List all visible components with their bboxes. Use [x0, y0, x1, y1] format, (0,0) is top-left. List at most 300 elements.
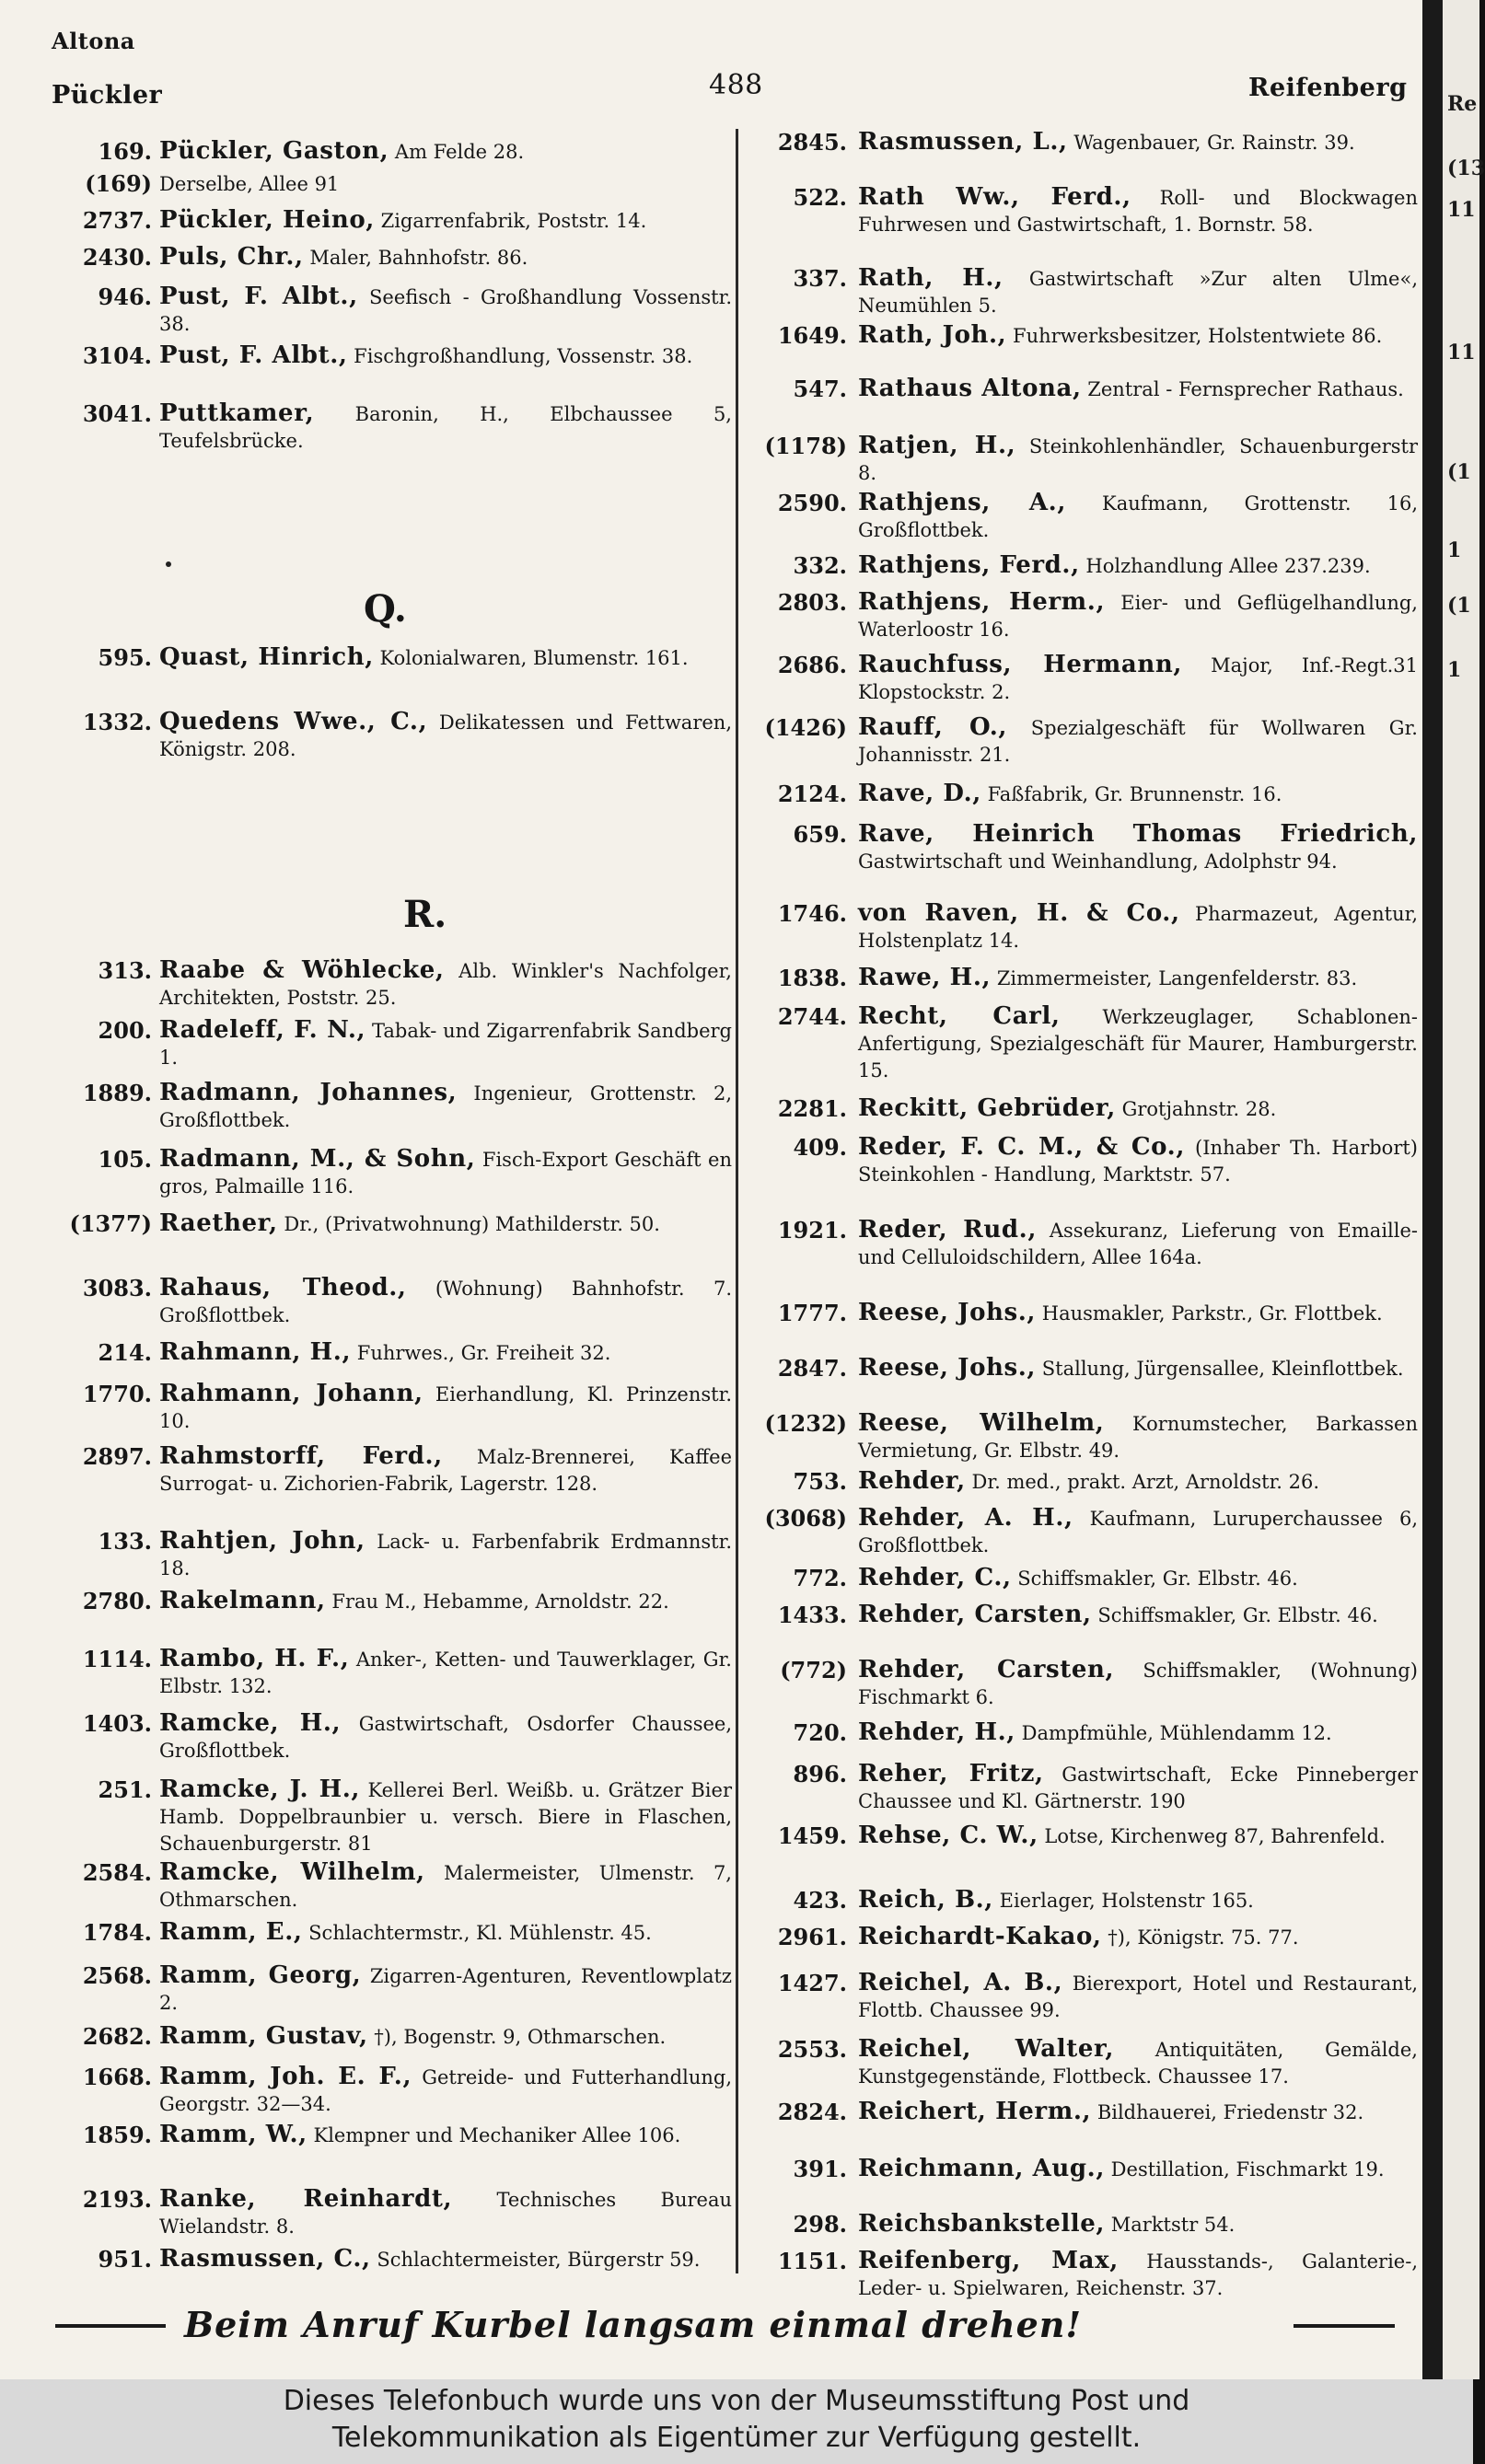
phone-number: 2737. [82, 207, 152, 234]
subscriber-details: Lack- u. Farbenfabrik Erdmannstr. 18. [159, 1531, 733, 1579]
entry-body [159, 1275, 732, 1329]
subscriber-name: Rasmussen, C., [159, 2245, 371, 2273]
subscriber-details: Klempner und Mechaniker Allee 106. [307, 2124, 681, 2146]
subscriber-details: Malermeister, Ulmenstr. 7, Othmarschen. [159, 1862, 732, 1911]
subscriber-name: Rath, Joh., [858, 321, 1007, 349]
phone-number: 1784. [82, 1919, 152, 1946]
phone-number: 2682. [82, 2023, 152, 2050]
directory-entry [755, 2099, 1418, 2126]
phone-number: 2897. [82, 1443, 152, 1470]
directory-entry [755, 1761, 1418, 1815]
subscriber-details: Bierexport, Hotel und Restaurant, Flottb. Chaussee 99. [858, 1972, 1419, 2021]
entry-body [858, 652, 1418, 706]
subscriber-name: Rawe, H., [858, 964, 992, 991]
subscriber-name: Rahaus, Theod., [159, 1274, 407, 1301]
phone-number: 2553. [777, 2036, 847, 2063]
subscriber-name: Rakelmann, [159, 1587, 326, 1614]
subscriber-details: Kornumstecher, Barkassen Vermietung, Gr. Elbstr. 49. [858, 1413, 1418, 1462]
entry-body [858, 322, 1418, 350]
phone-number: 3104. [82, 342, 152, 369]
subscriber-details: Gastwirtschaft, Ecke Pinneberger Chaussee und Kl. Gärtnerstr. 190 [858, 1764, 1418, 1812]
entry-body [858, 965, 1418, 992]
subscriber-details: Schlachtermstr., Kl. Mühlenstr. 45. [302, 1922, 652, 1944]
phone-number: 659. [793, 821, 847, 848]
subscriber-details: Antiquitäten, Gemälde, Kunstgegenstände, Flottbeck. Chaussee 17. [858, 2039, 1418, 2088]
subscriber-name: Rahmann, Johann, [159, 1380, 423, 1407]
directory-entry [755, 1822, 1418, 1850]
directory-entry [755, 2211, 1418, 2238]
entry-body [858, 2248, 1418, 2302]
directory-entry [755, 781, 1418, 808]
directory-entry [755, 2036, 1418, 2090]
entry-body [858, 1134, 1418, 1188]
entry-body [159, 170, 732, 198]
phone-number: (3068) [764, 1505, 847, 1532]
edge-text: Re [1447, 92, 1478, 116]
subscriber-name: Reese, Johs., [858, 1354, 1037, 1382]
subscriber-name: von Raven, H. & Co., [858, 899, 1180, 927]
entry-body [159, 1080, 732, 1134]
subscriber-name: Rath Ww., Ferd., [858, 183, 1131, 211]
entry-body [159, 1776, 732, 1857]
subscriber-name: Reder, F. C. M., & Co., [858, 1133, 1185, 1161]
directory-entry [755, 589, 1418, 643]
directory-entry [755, 821, 1418, 875]
entry-body [858, 1924, 1418, 1951]
column-divider [736, 129, 738, 2273]
directory-entry [51, 170, 732, 198]
subscriber-name: Reifenberg, Max, [858, 2247, 1119, 2274]
subscriber-name: Reder, Rud., [858, 1216, 1037, 1244]
directory-entry [755, 1924, 1418, 1951]
subscriber-name: Rehder, Carsten, [858, 1601, 1092, 1628]
directory-entry [51, 644, 732, 672]
phone-number: 1332. [82, 709, 152, 735]
subscriber-details: (Inhaber Th. Harbort) Steinkohlen - Handlung, Marktstr. 57. [858, 1137, 1418, 1186]
subscriber-details: Dr., (Privatwohnung) Mathilderstr. 50. [277, 1213, 660, 1235]
header-city: Altona [52, 28, 135, 54]
subscriber-name: Rauff, O., [858, 713, 1008, 741]
subscriber-name: Reichardt-Kakao, [858, 1923, 1102, 1950]
subscriber-name: Reher, Fritz, [858, 1760, 1044, 1787]
subscriber-name: Ramm, Gustav, [159, 2022, 368, 2050]
subscriber-name: Rave, D., [858, 780, 981, 807]
entry-body [858, 129, 1418, 156]
subscriber-details: Hausstands-, Galanterie-, Leder- u. Spielwaren, Reichenstr. 37. [858, 2250, 1418, 2299]
directory-entry [51, 1646, 732, 1700]
entry-body [858, 1095, 1418, 1123]
subscriber-details: (Wohnung) Bahnhofstr. 7. Großflottbek. [159, 1278, 732, 1326]
phone-number: 3083. [82, 1275, 152, 1301]
directory-entry [51, 342, 732, 370]
phone-number: 2193. [82, 2186, 152, 2213]
phone-number: 2124. [777, 781, 847, 807]
ownership-banner [0, 2379, 1473, 2464]
entry-body [159, 2064, 732, 2118]
entry-body [858, 1565, 1418, 1592]
subscriber-details: Spezialgeschäft für Wollwaren Gr. Johannisstr. 21. [858, 717, 1418, 766]
directory-entry [51, 1528, 732, 1582]
directory-entry [51, 1588, 732, 1615]
entry-body [159, 207, 732, 235]
phone-number: 2824. [777, 2099, 847, 2125]
entry-body [159, 138, 732, 166]
subscriber-name: Ramcke, H., [159, 1709, 342, 1737]
subscriber-details: †), Königstr. 75. 77. [1101, 1926, 1299, 1949]
entry-body [159, 1381, 732, 1435]
subscriber-details: Roll- und Blockwagen Fuhrwesen und Gastwirtschaft, 1. Bornstr. 58. [858, 187, 1418, 236]
entry-body [858, 265, 1418, 319]
phone-number: 951. [98, 2246, 152, 2273]
entry-body [858, 1355, 1418, 1382]
subscriber-name: Rehder, H., [858, 1718, 1015, 1746]
subscriber-details: Fuhrwerksbesitzer, Holstentwiete 86. [1006, 325, 1383, 347]
subscriber-details: Hausmakler, Parkstr., Gr. Flottbek. [1036, 1302, 1383, 1325]
directory-entry [755, 2248, 1418, 2302]
subscriber-name: Rath, H., [858, 264, 1004, 292]
subscriber-details: Kolonialwaren, Blumenstr. 161. [373, 647, 689, 669]
phone-number: 1433. [777, 1602, 847, 1628]
edge-text: (1 [1447, 460, 1471, 484]
phone-number: 753. [793, 1468, 847, 1495]
phone-number: 313. [98, 957, 152, 984]
directory-entry [51, 1146, 732, 1200]
banner-line-1: Dieses Telefonbuch wurde uns von der Museumsstiftung Post und [283, 2385, 1190, 2417]
phone-number: 2780. [82, 1588, 152, 1614]
phone-number: 169. [98, 138, 152, 165]
edge-text: (1 [1447, 594, 1471, 618]
subscriber-details: Lotse, Kirchenweg 87, Bahrenfeld. [1038, 1825, 1386, 1847]
phone-number: 522. [793, 184, 847, 211]
subscriber-name: Reckitt, Gebrüder, [858, 1094, 1116, 1122]
print-speck [166, 561, 171, 567]
directory-entry [755, 129, 1418, 156]
entry-body [159, 2122, 732, 2149]
directory-entry [51, 1210, 732, 1238]
phone-number: 2803. [777, 589, 847, 616]
entry-body [858, 552, 1418, 580]
subscriber-name: Pückler, Gaston, [159, 137, 389, 165]
entry-body [858, 1602, 1418, 1629]
phone-number: 2847. [777, 1355, 847, 1382]
phone-number: 337. [793, 265, 847, 292]
directory-entry [755, 1095, 1418, 1123]
adjacent-page-edge [1422, 0, 1485, 2379]
subscriber-name: Pust, F. Albt., [159, 341, 348, 369]
entry-body [159, 1646, 732, 1700]
entry-body [159, 957, 732, 1012]
edge-text: 1 [1447, 658, 1462, 682]
header-last-entry: Reifenberg [1248, 74, 1408, 102]
directory-entry [755, 1887, 1418, 1915]
phone-number: 1777. [777, 1300, 847, 1326]
subscriber-details: Anker-, Ketten- und Tauwerklager, Gr. Elbstr. 132. [159, 1648, 732, 1697]
phone-number: 214. [98, 1339, 152, 1366]
entry-body [159, 2023, 732, 2051]
directory-entry [755, 184, 1418, 238]
entry-body [858, 1970, 1418, 2024]
subscriber-name: Rave, Heinrich Thomas Friedrich, [858, 820, 1418, 848]
subscriber-name: Quedens Wwe., C., [159, 708, 428, 735]
entry-body [159, 1339, 732, 1367]
directory-entry [755, 714, 1418, 769]
entry-body [858, 2036, 1418, 2090]
subscriber-details: Gastwirtschaft und Weinhandlung, Adolphstr 94. [858, 850, 1338, 873]
directory-entry [755, 1217, 1418, 1271]
entry-body [159, 283, 732, 338]
entry-body [159, 2186, 732, 2240]
subscriber-name: Reichel, Walter, [858, 2035, 1115, 2063]
directory-entry [51, 1962, 732, 2017]
subscriber-details: Baronin, H., Elbchaussee 5, Teufelsbrücke. [159, 403, 732, 452]
subscriber-name: Reichel, A. B., [858, 1969, 1063, 1996]
phone-number: 423. [793, 1887, 847, 1914]
directory-entry [51, 1339, 732, 1367]
subscriber-name: Radmann, Johannes, [159, 1079, 458, 1106]
directory-entry [755, 1505, 1418, 1559]
directory-entry [51, 709, 732, 763]
section-letter-q: Q. [364, 587, 407, 630]
phone-number: 3041. [82, 400, 152, 427]
subscriber-name: Rathjens, Ferd., [858, 551, 1080, 579]
subscriber-details: Gastwirtschaft »Zur alten Ulme«, Neumühlen 5. [858, 268, 1419, 317]
entry-body [159, 1859, 732, 1914]
subscriber-details: Eier- und Geflügelhandlung, Waterloostr 16. [858, 592, 1418, 641]
entry-body [159, 2246, 732, 2273]
directory-entry [755, 1970, 1418, 2024]
phone-number: (1377) [69, 1210, 152, 1237]
subscriber-name: Puttkamer, [159, 399, 315, 427]
entry-body [159, 342, 732, 370]
directory-entry [51, 2122, 732, 2149]
directory-entry [755, 552, 1418, 580]
phone-number: 1668. [82, 2064, 152, 2090]
subscriber-details: Eierlager, Holstenstr 165. [992, 1890, 1254, 1912]
entry-body [159, 1210, 732, 1238]
subscriber-name: Rehder, Carsten, [858, 1656, 1115, 1683]
subscriber-details: Kaufmann, Grottenstr. 16, Großflottbek. [858, 492, 1419, 541]
phone-number: 1427. [777, 1970, 847, 1996]
subscriber-details: Steinkohlenhändler, Schauenburgerstr 8. [858, 435, 1418, 484]
entry-body [159, 1962, 732, 2017]
edge-text: (13 [1447, 156, 1485, 180]
directory-entry [51, 244, 732, 272]
entry-body [858, 900, 1418, 954]
subscriber-details: Faßfabrik, Gr. Brunnenstr. 16. [980, 783, 1282, 805]
directory-entry [755, 265, 1418, 319]
directory-entry [755, 900, 1418, 954]
motto-rule-right [1294, 2324, 1395, 2328]
page-number: 488 [709, 69, 763, 101]
subscriber-details: Eierhandlung, Kl. Prinzenstr. 10. [159, 1383, 732, 1432]
phone-number: (1232) [764, 1410, 847, 1437]
directory-entry [755, 1134, 1418, 1188]
phone-number: 1459. [777, 1822, 847, 1849]
subscriber-name: Ramm, E., [159, 1918, 303, 1946]
directory-entry [755, 1657, 1418, 1711]
subscriber-name: Reese, Johs., [858, 1299, 1037, 1326]
subscriber-details: Am Felde 28. [389, 141, 525, 163]
directory-entry [755, 652, 1418, 706]
subscriber-details: Maler, Bahnhofstr. 86. [303, 247, 528, 269]
subscriber-name: Rehder, A. H., [858, 1504, 1073, 1532]
header-first-entry: Pückler [52, 81, 163, 110]
directory-entry [755, 1565, 1418, 1592]
subscriber-name: Rathjens, A., [858, 489, 1066, 516]
phone-number: 133. [98, 1528, 152, 1555]
phone-number: 1649. [777, 322, 847, 349]
directory-entry [755, 2156, 1418, 2183]
directory-entry [51, 1381, 732, 1435]
directory-entry [755, 965, 1418, 992]
phone-number: 2686. [777, 652, 847, 678]
subscriber-name: Ranke, Reinhardt, [159, 2185, 453, 2213]
entry-body [858, 1761, 1418, 1815]
entry-body [858, 1822, 1418, 1850]
entry-body [159, 1710, 732, 1764]
subscriber-name: Recht, Carl, [858, 1002, 1061, 1030]
subscriber-details: Zigarren-Agenturen, Reventlowplatz 2. [159, 1965, 732, 2014]
edge-text: 11 [1447, 198, 1476, 222]
entry-body [858, 490, 1418, 544]
directory-entry [51, 1710, 732, 1764]
subscriber-details: Fuhrwes., Gr. Freiheit 32. [351, 1342, 611, 1364]
motto-rule-left [55, 2324, 166, 2328]
subscriber-details: Wagenbauer, Gr. Rainstr. 39. [1067, 132, 1355, 154]
phone-number: 1114. [82, 1646, 152, 1672]
entry-body [159, 1146, 732, 1200]
subscriber-details: Schiffsmakler, (Wohnung) Fischmarkt 6. [858, 1660, 1418, 1708]
subscriber-details: Destillation, Fischmarkt 19. [1105, 2158, 1385, 2181]
phone-number: 200. [98, 1017, 152, 1044]
subscriber-name: Puls, Chr., [159, 243, 304, 271]
subscriber-details: Seefisch - Großhandlung Vossenstr. 38. [159, 286, 733, 335]
phone-number: 1838. [777, 965, 847, 991]
subscriber-name: Raether, [159, 1209, 278, 1237]
subscriber-details: Gastwirtschaft, Osdorfer Chaussee, Großflottbek. [159, 1713, 732, 1762]
directory-entry [51, 207, 732, 235]
entry-body [858, 1657, 1418, 1711]
subscriber-name: Rahtjen, John, [159, 1527, 365, 1555]
directory-entry [51, 2186, 732, 2240]
directory-entry [51, 957, 732, 1012]
subscriber-details: Zentral - Fernsprecher Rathaus. [1081, 378, 1404, 400]
subscriber-details: Holzhandlung Allee 237.239. [1079, 555, 1371, 577]
directory-entry [51, 1017, 732, 1071]
phone-number: 1151. [777, 2248, 847, 2274]
entry-body [159, 400, 732, 455]
phone-number: 332. [793, 552, 847, 579]
phone-number: (169) [85, 170, 152, 197]
entry-body [858, 1003, 1418, 1084]
subscriber-name: Ramm, Georg, [159, 1961, 362, 1989]
phone-number: 2744. [777, 1003, 847, 1030]
subscriber-name: Radmann, M., & Sohn, [159, 1145, 476, 1173]
subscriber-details: Kellerei Berl. Weißb. u. Grätzer Bier Hamb. Doppelbraunbier u. versch. Biere in Flaschen, Schauenburgerstr. 81 [159, 1779, 732, 1855]
subscriber-details: Frau M., Hebamme, Arnoldstr. 22. [325, 1591, 669, 1613]
subscriber-name: Ratjen, H., [858, 432, 1016, 459]
directory-entry [51, 400, 732, 455]
directory-entry [755, 322, 1418, 350]
subscriber-name: Pust, F. Albt., [159, 283, 358, 310]
phone-number: 2584. [82, 1859, 152, 1886]
subscriber-name: Rathaus Altona, [858, 375, 1082, 402]
directory-entry [51, 1080, 732, 1134]
subscriber-details: Marktstr 54. [1105, 2214, 1236, 2236]
subscriber-name: Rasmussen, L., [858, 128, 1068, 156]
entry-body [858, 433, 1418, 487]
entry-body [858, 1468, 1418, 1496]
subscriber-name: Rahmstorff, Ferd., [159, 1442, 443, 1470]
directory-entry [51, 1443, 732, 1498]
entry-body [858, 2099, 1418, 2126]
subscriber-details: Fisch-Export Geschäft en gros, Palmaille 116. [159, 1149, 732, 1197]
subscriber-name: Quast, Hinrich, [159, 643, 374, 671]
subscriber-name: Ramm, Joh. E. F., [159, 2063, 412, 2090]
directory-entry [755, 490, 1418, 544]
phone-number: 720. [793, 1719, 847, 1746]
subscriber-details: Major, Inf.-Regt.31 Klopstockstr. 2. [858, 654, 1418, 703]
subscriber-name: Rathjens, Herm., [858, 588, 1106, 616]
subscriber-name: Rauchfuss, Hermann, [858, 651, 1183, 678]
subscriber-name: Pückler, Heino, [159, 206, 375, 234]
entry-body [858, 714, 1418, 769]
phone-number: 946. [98, 283, 152, 310]
directory-entry [51, 2064, 732, 2118]
subscriber-details: Alb. Winkler's Nachfolger, Architekten, Poststr. 25. [159, 960, 732, 1009]
subscriber-name: Ramm, W., [159, 2121, 307, 2148]
subscriber-name: Rahmann, H., [159, 1338, 352, 1366]
directory-entry [51, 1776, 732, 1857]
directory-entry [755, 1300, 1418, 1327]
phone-number: 595. [98, 644, 152, 671]
directory-entry [51, 138, 732, 166]
directory-entry [51, 2023, 732, 2051]
directory-entry [755, 376, 1418, 403]
phone-number: 298. [793, 2211, 847, 2238]
subscriber-name: Reichert, Herm., [858, 2098, 1092, 2125]
entry-body [159, 1588, 732, 1615]
subscriber-details: Dr. med., prakt. Arzt, Arnoldstr. 26. [965, 1471, 1320, 1493]
subscriber-details: Delikatessen und Fettwaren, Königstr. 208. [159, 711, 732, 760]
directory-entry [755, 1602, 1418, 1629]
phone-number: 772. [793, 1565, 847, 1591]
entry-body [858, 2211, 1418, 2238]
entry-body [858, 589, 1418, 643]
phone-number: 409. [793, 1134, 847, 1161]
entry-body [159, 1919, 732, 1947]
directory-entry [755, 1719, 1418, 1747]
directory-entry [755, 1468, 1418, 1496]
subscriber-details: Malz-Brennerei, Kaffee Surrogat- u. Zichorien-Fabrik, Lagerstr. 128. [159, 1446, 733, 1495]
subscriber-details: Dampfmühle, Mühlendamm 12. [1015, 1722, 1332, 1744]
subscriber-name: Raabe & Wöhlecke, [159, 956, 445, 984]
entry-body [858, 1887, 1418, 1915]
entry-body [858, 821, 1418, 875]
subscriber-name: Ramcke, Wilhelm, [159, 1858, 425, 1886]
banner-line-2: Telekommunikation als Eigentümer zur Verfügung gestellt. [331, 2422, 1142, 2454]
subscriber-details: †), Bogenstr. 9, Othmarschen. [367, 2026, 667, 2048]
entry-body [858, 376, 1418, 403]
phone-number: 1403. [82, 1710, 152, 1737]
subscriber-details: Zimmermeister, Langenfelderstr. 83. [991, 967, 1358, 989]
subscriber-details: Werkzeuglager, Schablonen-Anfertigung, Spezialgeschäft für Maurer, Hamburgerstr. 15. [858, 1006, 1418, 1082]
entry-body [858, 781, 1418, 808]
subscriber-name: Rehder, C., [858, 1564, 1012, 1591]
subscriber-name: Rambo, H. F., [159, 1645, 350, 1672]
edge-text: 1 [1447, 538, 1462, 562]
phone-number: 2961. [777, 1924, 847, 1950]
